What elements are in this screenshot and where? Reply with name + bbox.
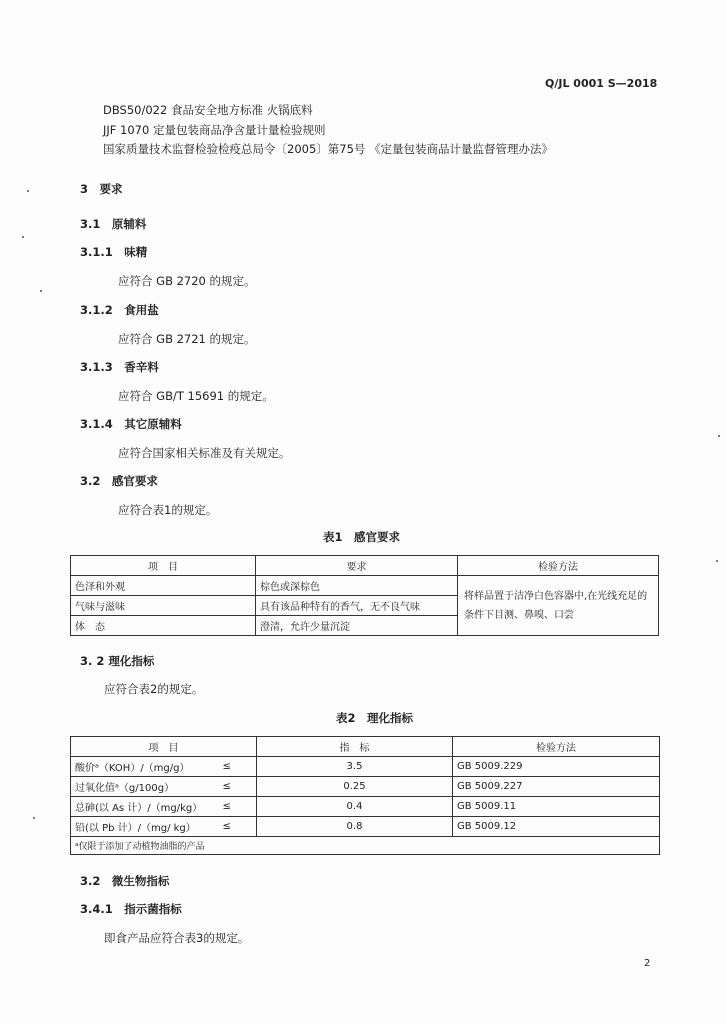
table-cell-operator: ≤ [219, 797, 257, 817]
table-cell-method: GB 5009.12 [453, 817, 660, 837]
table-cell: 体 态 [71, 616, 256, 636]
section-3-1-1-heading: 3.1.1 味精 [80, 245, 148, 259]
table-cell: 澄清，允许少量沉淀 [256, 616, 458, 636]
table-cell-value: 0.8 [257, 817, 453, 837]
table-row [71, 757, 660, 777]
table-header-cell: 检验方法 [453, 737, 660, 757]
table-note-row [71, 837, 660, 855]
reference-1: DBS50/022 食品安全地方标准 火锅底料 [103, 103, 313, 117]
section-3-heading: 3 要求 [80, 182, 123, 196]
table-row [71, 576, 659, 596]
table-header-cell: 项 目 [71, 556, 256, 576]
physicochemical-table [70, 736, 660, 855]
section-3-1-1-text: 应符合 GB 2720 的规定。 [118, 274, 256, 288]
section-3-1-3-heading: 3.1.3 香辛料 [80, 360, 159, 374]
table-header-cell: 要求 [256, 556, 458, 576]
table2-caption: 表2 理化指标 [336, 711, 414, 725]
standard-code: Q/JL 0001 S—2018 [545, 77, 658, 90]
scan-speck [22, 236, 24, 238]
table-cell-operator: ≤ [219, 817, 257, 837]
table-cell-value: 0.25 [257, 777, 453, 797]
section-3-2b-heading: 3. 2 理化指标 [80, 654, 155, 668]
section-3-1-4-heading: 3.1.4 其它原辅料 [80, 417, 182, 431]
section-3-4-1-heading: 3.4.1 指示菌指标 [80, 902, 182, 916]
table-cell: 棕色或深棕色 [256, 576, 458, 596]
scan-speck [27, 190, 29, 192]
page-number: 2 [644, 958, 651, 969]
table-cell-method: GB 5009.11 [453, 797, 660, 817]
section-3-1-heading: 3.1 原辅料 [80, 217, 147, 231]
section-3-1-2-heading: 3.1.2 食用盐 [80, 303, 159, 317]
scan-speck [33, 817, 35, 819]
section-3-1-2-text: 应符合 GB 2721 的规定。 [118, 332, 256, 346]
section-3-1-4-text: 应符合国家相关标准及有关规定。 [118, 446, 291, 460]
table-cell-value: 0.4 [257, 797, 453, 817]
table-cell: 气味与滋味 [71, 596, 256, 616]
table-cell-item: 过氧化值ᵃ（g/100g） [71, 777, 219, 797]
scan-speck [718, 435, 720, 437]
table-cell-method: GB 5009.229 [453, 757, 660, 777]
table-header-row [71, 737, 660, 757]
table-header-cell: 指 标 [257, 737, 453, 757]
section-3-2-heading: 3.2 感官要求 [80, 474, 158, 488]
table-cell: 色泽和外观 [71, 576, 256, 596]
section-3-4-1-text: 即食产品应符合表3的规定。 [104, 931, 250, 945]
table-cell-item: 铅(以 Pb 计）/（mg/ kg） [71, 817, 219, 837]
table-cell-operator: ≤ [219, 777, 257, 797]
table-cell-method: 将样品置于洁净白色容器中,在光线充足的条件下目测、鼻嗅、口尝 [458, 576, 659, 636]
table-row [71, 797, 660, 817]
table-cell: 具有该品种特有的香气，无不良气味 [256, 596, 458, 616]
table-header-cell: 项 目 [71, 737, 257, 757]
table1-caption: 表1 感官要求 [323, 530, 401, 544]
table-header-cell: 检验方法 [458, 556, 659, 576]
table-cell-method: GB 5009.227 [453, 777, 660, 797]
sensory-requirements-table [70, 555, 659, 636]
reference-2: JJF 1070 定量包装商品净含量计量检验规则 [103, 123, 326, 137]
table-cell-operator: ≤ [219, 757, 257, 777]
table-row [71, 777, 660, 797]
table-note: ᵃ仅限于添加了动植物油脂的产品 [71, 837, 660, 855]
table-cell-value: 3.5 [257, 757, 453, 777]
section-3-2c-heading: 3.2 微生物指标 [80, 874, 170, 888]
table-row [71, 817, 660, 837]
table-header-row [71, 556, 659, 576]
scan-speck [716, 560, 718, 562]
table-cell-item: 酸价ᵃ（KOH）/（mg/g） [71, 757, 219, 777]
section-3-2b-text: 应符合表2的规定。 [104, 682, 204, 696]
table-cell-item: 总砷(以 As 计）/（mg/kg） [71, 797, 219, 817]
reference-3: 国家质量技术监督检验检疫总局令〔2005〕第75号 《定量包装商品计量监督管理办法》 [103, 142, 554, 156]
scan-speck [40, 290, 42, 292]
section-3-2-text: 应符合表1的规定。 [118, 503, 218, 517]
section-3-1-3-text: 应符合 GB/T 15691 的规定。 [118, 389, 274, 403]
